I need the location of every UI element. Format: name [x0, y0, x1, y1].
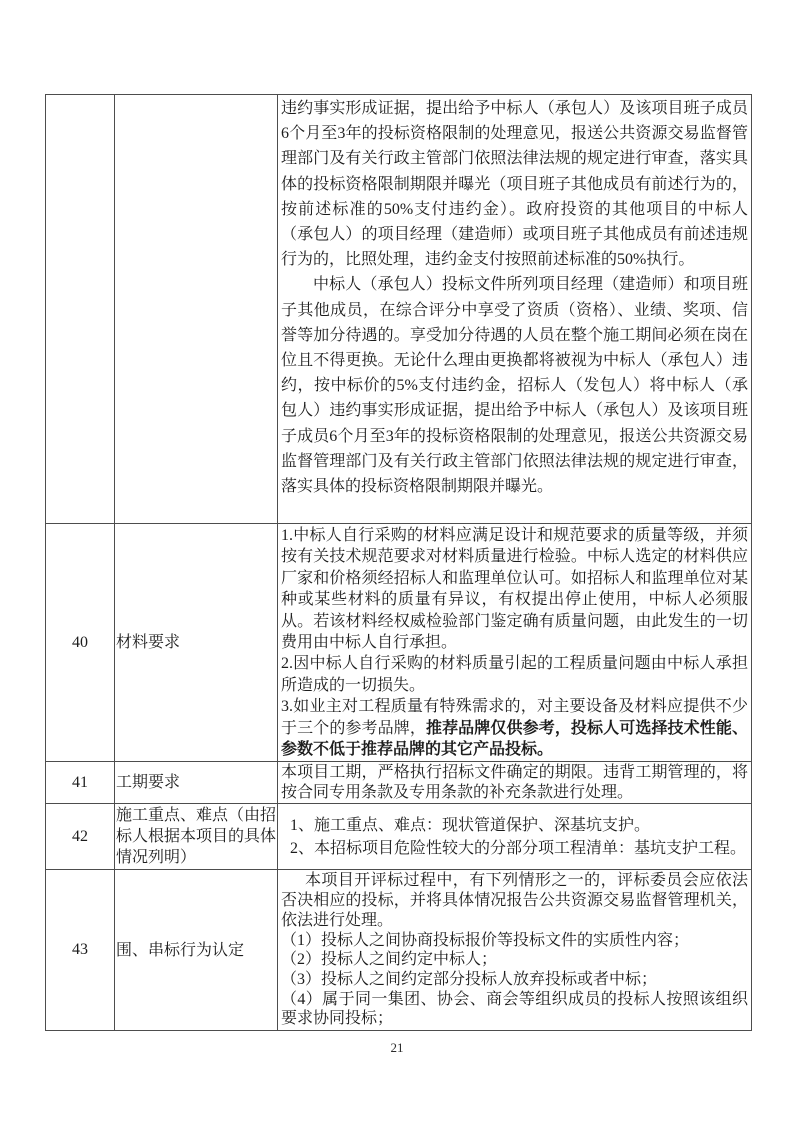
paragraph: 本项目开评标过程中，有下列情形之一的，评标委员会应依法否决相应的投标，并将具体情况报告公共资源交易监督管理机关，依法进行处理。 — [281, 872, 748, 929]
row-title-cell: 施工重点、难点（由招标人根据本项目的具体情况列明） — [115, 804, 278, 870]
row-number-cell — [46, 95, 115, 524]
list-item — [281, 696, 748, 760]
list-item: 2、本招标项目危险性较大的分部分项工程清单：基坑支护工程。 — [290, 839, 747, 857]
emphasized-text: 推荐品牌仅供参考，投标人可选择技术性能、参数不低于推荐品牌的其它产品投标。 — [281, 719, 748, 759]
table-row-43-bid-rigging-determination — [46, 870, 752, 1031]
row-title-cell: 工期要求 — [115, 762, 278, 804]
paragraph: 中标人（承包人）投标文件所列项目经理（建造师）和项目班子其他成员，在综合评分中享受了资质（资格）、业绩、奖项、信誉等加分待遇的。享受加分待遇的人员在整个施工期间必须在岗在位且不得更换。无论什么理由更换都将被视为中标人（承包人）违约，按中标价的5%支付违约金，招标人（发包人）将中标人（承包人）违约事实形成证据，提出给予中标人（承包人）及该项目班子成员6个月至3年的投标资格限制的处理意见，报送公共资源交易监督管理部门及有关行政主管部门依照法律法规的规定进行审查，落实具体的投标资格限制期限并曝光。 — [281, 276, 748, 496]
row-title-cell: 围、串标行为认定 — [115, 870, 278, 1031]
list-item: （2）投标人之间约定中标人； — [281, 951, 498, 969]
row-content-cell — [278, 762, 752, 804]
list-item: （4）属于同一集团、协会、商会等组织成员的投标人按照该组织要求协同投标； — [281, 990, 748, 1028]
row-content-cell — [278, 524, 752, 762]
table-row-41-schedule-requirements — [46, 762, 752, 804]
table-row-42-construction-key-points — [46, 804, 752, 870]
row-number-cell: 41 — [46, 762, 115, 804]
table-row-40-material-requirements — [46, 524, 752, 762]
row-content-cell — [278, 804, 752, 870]
list-item: （1）投标人之间协商投标报价等投标文件的实质性内容； — [281, 931, 690, 949]
page-number: 21 — [390, 1040, 404, 1055]
row-title-cell: 材料要求 — [115, 524, 278, 762]
row-number-cell: 43 — [46, 870, 115, 1031]
list-item: 2.因中标人自行采购的材料质量引起的工程质量问题由中标人承担所造成的一切损失。 — [281, 655, 748, 694]
row-title-cell — [115, 95, 278, 524]
list-item: 1.中标人自行采购的材料应满足设计和规范要求的质量等级，并须按有关技术规范要求对材料质量进行检验。中标人选定的材料供应厂家和价格须经招标人和监理单位认可。如招标人和监理单位对某种或某些材料的质量有异议，有权提出停止使用，中标人必须服从。若该材料经权威检验部门鉴定确有质量问题，由此发生的一切费用由中标人自行承担。 — [281, 527, 748, 652]
paragraph: 本项目工期，严格执行招标文件确定的期限。违背工期管理的，将按合同专用条款及专用条款的补充条款进行处理。 — [281, 764, 748, 801]
row-content-cell — [278, 95, 752, 524]
list-item-text: 3.如业主对工程质量有特殊需求的，对主要设备及材料应提供不少于三个的参考品牌， — [281, 698, 748, 737]
list-item: （3）投标人之间约定部分投标人放弃投标或者中标； — [281, 970, 658, 988]
row-number-cell: 42 — [46, 804, 115, 870]
tender-terms-table — [45, 94, 752, 1031]
row-content-cell — [278, 870, 752, 1031]
table-row-continuation — [46, 95, 752, 524]
paragraph-continuation: 违约事实形成证据，提出给予中标人（承包人）及该项目班子成员6个月至3年的投标资格限制的处理意见，报送公共资源交易监督管理部门及有关行政主管部门依照法律法规的规定进行审查，落实具体的投标资格限制期限并曝光（项目班子其他成员有前述行为的，按前述标准的50%支付违约金）。政府投资的其他项目的中标人（承包人）的项目经理（建造师）或项目班子其他成员有前述违规行为的，比照处理，违约金支付按照前述标准的50%执行。 — [281, 100, 748, 269]
list-item: 1、施工重点、难点：现状管道保护、深基坑支护。 — [290, 816, 651, 834]
row-number-cell: 40 — [46, 524, 115, 762]
